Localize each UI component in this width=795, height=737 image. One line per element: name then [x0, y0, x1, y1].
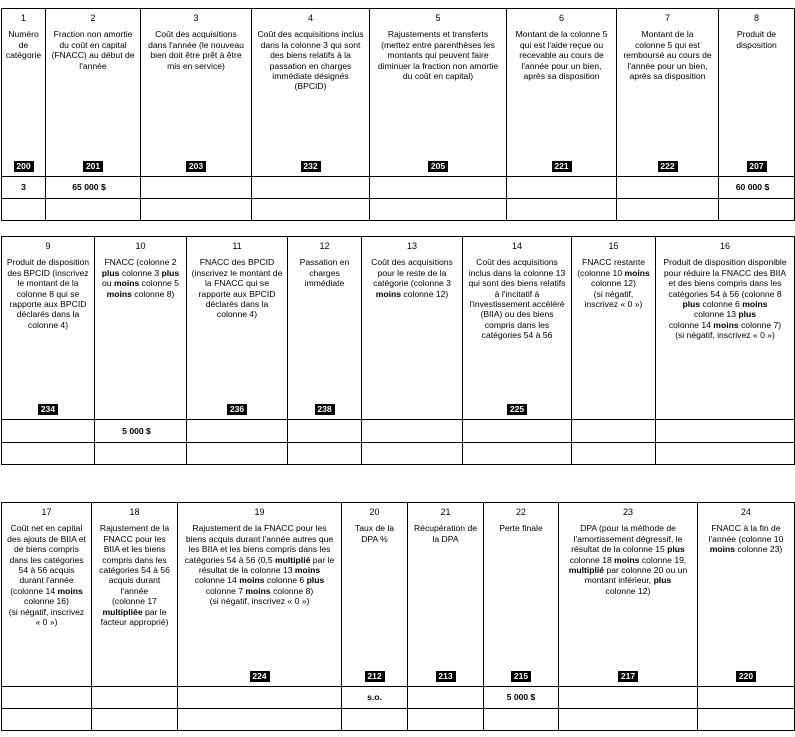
line-code-badge: 238	[315, 404, 335, 415]
empty-cell-col-13[interactable]	[362, 443, 463, 465]
column-number: 3	[193, 13, 199, 23]
table-1-empty-row	[2, 199, 795, 221]
line-code-badge: 217	[618, 671, 638, 682]
column-header-4	[252, 9, 370, 177]
table-2-header-row	[2, 237, 795, 420]
column-number: 6	[558, 13, 564, 23]
column-description: Rajustements et transferts (mettez entre parenthèses les montants qui peuvent faire diminuer la fraction non amortie du coût en capital)	[377, 29, 499, 82]
empty-cell-col-7[interactable]	[617, 199, 719, 221]
column-description: Perte finale	[499, 523, 543, 534]
line-code-badge: 200	[14, 161, 34, 172]
table-3-data-row	[2, 687, 795, 709]
column-header-17	[2, 503, 92, 687]
column-description: Passation en charges immédiate	[299, 257, 350, 289]
column-description: Coût des acquisitions inclus dans la colonne 13 qui sont des biens relatifs à l'incitatif à l'investissement accéléré (BIIA) ou des biens compris dans les catégories 54 à 56	[468, 257, 566, 341]
cell-col-18[interactable]	[92, 687, 178, 709]
column-header-14	[463, 237, 572, 420]
column-description: Taux de la DPA %	[354, 523, 395, 544]
line-code-badge: 220	[736, 671, 756, 682]
column-description: Produit de disposition des BPCID (inscrivez le montant de la colonne 8 qui se rapporte aux BPCID déclarés dans la colonne 4)	[6, 257, 90, 330]
column-number: 10	[135, 241, 146, 251]
column-header-1	[2, 9, 46, 177]
line-code-badge: 215	[511, 671, 531, 682]
column-description: FNACC à la fin de l'année (colonne 10 moins colonne 23)	[708, 523, 784, 555]
empty-cell-col-20[interactable]	[342, 709, 408, 731]
line-code-badge: 222	[658, 161, 678, 172]
column-header-21	[408, 503, 484, 687]
column-number: 16	[719, 241, 730, 251]
empty-cell-col-16[interactable]	[656, 443, 795, 465]
empty-cell-col-5[interactable]	[370, 199, 507, 221]
line-code-badge: 221	[552, 161, 572, 172]
column-description: Fraction non amortie du coût en capital (FNACC) au début de l'année	[51, 29, 135, 71]
line-code-badge: 236	[227, 404, 247, 415]
line-code-badge: 224	[250, 671, 270, 682]
empty-cell-col-9[interactable]	[2, 443, 95, 465]
empty-cell-col-3[interactable]	[141, 199, 252, 221]
cell-col-20[interactable]: s.o.	[342, 687, 408, 709]
cell-col-13[interactable]	[362, 420, 463, 443]
column-description: Numéro de catégorie	[5, 29, 42, 61]
cell-col-6[interactable]	[507, 177, 617, 199]
cell-col-10[interactable]: 5 000 $	[95, 420, 187, 443]
cell-col-1[interactable]: 3	[2, 177, 46, 199]
line-code-badge: 212	[365, 671, 385, 682]
column-description: Coût des acquisitions inclus dans la colonne 3 qui sont des biens relatifs à la passation en charges immédiate désignés (BPCID)	[257, 29, 364, 92]
column-description: Récupération de la DPA	[413, 523, 478, 544]
table-3-header-row	[2, 503, 795, 687]
column-header-16	[656, 237, 795, 420]
column-header-20	[342, 503, 408, 687]
column-number: 13	[406, 241, 417, 251]
column-number: 5	[435, 13, 441, 23]
cell-col-12[interactable]	[288, 420, 362, 443]
column-number: 20	[369, 507, 380, 517]
empty-cell-col-1[interactable]	[2, 199, 46, 221]
empty-cell-col-8[interactable]	[719, 199, 795, 221]
cell-col-22[interactable]: 5 000 $	[484, 687, 559, 709]
cell-col-17[interactable]	[2, 687, 92, 709]
empty-cell-col-12[interactable]	[288, 443, 362, 465]
column-header-5	[370, 9, 507, 177]
cell-col-2[interactable]: 65 000 $	[46, 177, 141, 199]
table-3	[1, 502, 795, 731]
empty-cell-col-21[interactable]	[408, 709, 484, 731]
column-header-3	[141, 9, 252, 177]
empty-cell-col-17[interactable]	[2, 709, 92, 731]
cell-col-3[interactable]	[141, 177, 252, 199]
column-header-8	[719, 9, 795, 177]
cell-col-24[interactable]	[698, 687, 795, 709]
column-header-11	[187, 237, 288, 420]
cell-col-14[interactable]	[463, 420, 572, 443]
table-1	[1, 8, 795, 221]
line-code-badge: 234	[38, 404, 58, 415]
column-header-13	[362, 237, 463, 420]
cell-col-8[interactable]: 60 000 $	[719, 177, 795, 199]
cell-col-23[interactable]	[559, 687, 698, 709]
column-description: FNACC (colonne 2 plus colonne 3 plus ou moins colonne 5 moins colonne 8)	[101, 257, 180, 299]
column-header-9	[2, 237, 95, 420]
line-code-badge: 232	[301, 161, 321, 172]
column-number: 21	[440, 507, 451, 517]
table-2-empty-row	[2, 443, 795, 465]
table-2-data-row	[2, 420, 795, 443]
cell-col-15[interactable]	[572, 420, 656, 443]
column-description: Coût des acquisitions pour le reste de la catégorie (colonne 3 moins colonne 12)	[371, 257, 453, 299]
table-3-empty-row	[2, 709, 795, 731]
cell-col-11[interactable]	[187, 420, 288, 443]
cell-col-21[interactable]	[408, 687, 484, 709]
column-description: FNACC restante (colonne 10 moins colonne 12) (si négatif, inscrivez « 0 »)	[577, 257, 650, 310]
table-1-data-row	[2, 177, 795, 199]
cell-col-7[interactable]	[617, 177, 719, 199]
empty-cell-col-15[interactable]	[572, 443, 656, 465]
column-number: 4	[307, 13, 313, 23]
empty-cell-col-22[interactable]	[484, 709, 559, 731]
column-header-12	[288, 237, 362, 420]
empty-cell-col-11[interactable]	[187, 443, 288, 465]
line-code-badge: 205	[428, 161, 448, 172]
column-number: 12	[319, 241, 330, 251]
empty-cell-col-6[interactable]	[507, 199, 617, 221]
empty-cell-col-19[interactable]	[178, 709, 342, 731]
column-header-22	[484, 503, 559, 687]
column-description: Coût net en capital des ajouts de BIIA et de biens compris dans les catégories 54 à 56 acquis durant l'année (colonne 14 moins colonne 16) (si négatif, inscrivez « 0 »)	[7, 523, 86, 628]
table-2	[1, 236, 795, 465]
table-1-header-row	[2, 9, 795, 177]
column-header-10	[95, 237, 187, 420]
column-header-6	[507, 9, 617, 177]
empty-cell-col-18[interactable]	[92, 709, 178, 731]
column-number: 2	[90, 13, 96, 23]
column-description: Produit de disposition	[736, 29, 777, 50]
column-number: 8	[753, 13, 759, 23]
column-header-15	[572, 237, 656, 420]
column-number: 11	[232, 241, 242, 251]
column-description: Coût des acquisitions dans l'année (le nouveau bien doit être prêt à être mis en service)	[148, 29, 244, 71]
column-header-24	[698, 503, 795, 687]
column-header-18	[92, 503, 178, 687]
empty-cell-col-2[interactable]	[46, 199, 141, 221]
line-code-badge: 213	[436, 671, 456, 682]
empty-cell-col-24[interactable]	[698, 709, 795, 731]
cell-col-19[interactable]	[178, 687, 342, 709]
cell-col-16[interactable]	[656, 420, 795, 443]
column-description: Produit de disposition disponible pour réduire la FNACC des BIIA et des biens compris dans les catégories 54 à 56 (colonne 8 plus colonne 6 moins colonne 13 plus colonne 14 moins colonne 7) (si négatif, inscrivez « 0 »)	[663, 257, 787, 341]
column-header-23	[559, 503, 698, 687]
column-description: Montant de la colonne 5 qui est remboursé au cours de l'année pour un bien, après sa disposition	[623, 29, 712, 82]
line-code-badge: 207	[747, 161, 767, 172]
column-number: 22	[515, 507, 526, 517]
cell-col-5[interactable]	[370, 177, 507, 199]
empty-cell-col-4[interactable]	[252, 199, 370, 221]
column-number: 24	[740, 507, 751, 517]
column-number: 18	[129, 507, 140, 517]
column-number: 19	[254, 507, 265, 517]
column-number: 15	[608, 241, 619, 251]
column-description: FNACC des BPCID (inscrivez le montant de la FNACC qui se rapporte aux BPCID déclarés dans la colonne 4)	[191, 257, 283, 320]
column-header-2	[46, 9, 141, 177]
column-description: Montant de la colonne 5 qui est l'aide reçue ou recevable au cours de l'année pour un bien, après sa disposition	[515, 29, 608, 82]
empty-cell-col-10[interactable]	[95, 443, 187, 465]
line-code-badge: 201	[83, 161, 103, 172]
line-code-badge: 225	[507, 404, 527, 415]
empty-cell-col-14[interactable]	[463, 443, 572, 465]
column-number: 17	[41, 507, 52, 517]
column-description: Rajustement de la FNACC pour les BIIA et les biens compris dans les catégories 54 à 56 acquis durant l'année (colonne 17 multipliée par le facteur approprié)	[99, 523, 170, 628]
empty-cell-col-23[interactable]	[559, 709, 698, 731]
column-number: 23	[622, 507, 633, 517]
column-number: 7	[664, 13, 670, 23]
column-number: 9	[45, 241, 51, 251]
column-description: DPA (pour la méthode de l'amortissement dégressif, le résultat de la colonne 15 plus colonne 18 moins colonne 19, multiplié par colonne 20 ou un montant inférieur, plus colonne 12)	[568, 523, 688, 596]
cell-col-4[interactable]	[252, 177, 370, 199]
column-header-7	[617, 9, 719, 177]
cell-col-9[interactable]	[2, 420, 95, 443]
line-code-badge: 203	[186, 161, 206, 172]
column-number: 1	[20, 13, 26, 23]
column-header-19	[178, 503, 342, 687]
column-description: Rajustement de la FNACC pour les biens acquis durant l'année autres que les BIIA et les biens compris dans les catégories 54 à 56 (0,5 multiplié par le résultat de la colonne 13 moins colonne 14 moins colonne 6 plus colonne 7 moins colonne 8) (si négatif, inscrivez « 0 »)	[184, 523, 335, 607]
column-number: 14	[511, 241, 522, 251]
